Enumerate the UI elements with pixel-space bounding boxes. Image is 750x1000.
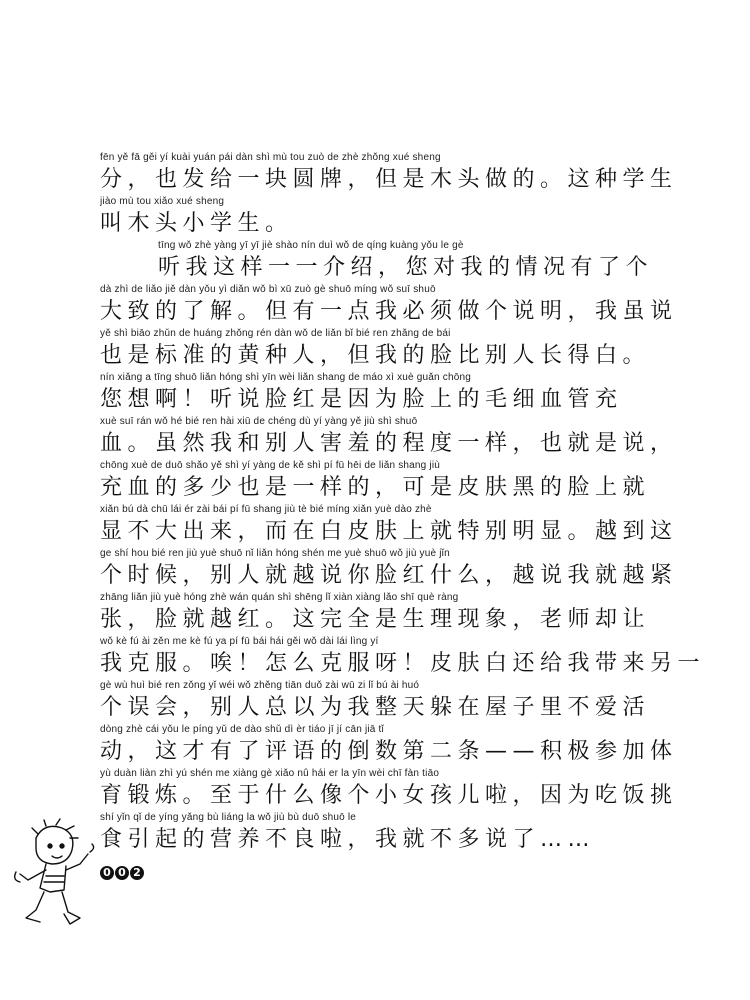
hanzi-row: 个时候，别人就越说你脸红什么，越说我就越紧: [100, 563, 678, 588]
pinyin-row: shí yǐn qǐ de yíng yǎng bù liáng la wǒ jiù bù duō shuō le: [100, 812, 357, 823]
pinyin-row: yù duàn liàn zhì yú shén me xiàng gè xiǎo nǚ hái er la yīn wèi chī fàn tiāo: [100, 768, 440, 779]
page-digit: 2: [130, 866, 144, 880]
text-line: [100, 460, 660, 501]
text-line: [100, 548, 678, 589]
cartoon-boy-illustration: [6, 818, 98, 930]
text-line: [100, 636, 706, 677]
hanzi-row: 显不大出来，而在白皮肤上就特别明显。越到这: [100, 519, 678, 544]
text-line: [100, 372, 660, 413]
pinyin-row: nín xiǎng a tīng shuō liǎn hóng shì yīn wèi liǎn shang de máo xì xuè guǎn chōng: [100, 372, 472, 383]
text-line: [100, 152, 678, 193]
pinyin-row: jiào mù tou xiǎo xué sheng: [100, 196, 225, 207]
text-line: [100, 680, 660, 721]
pinyin-row: chōng xuè de duō shǎo yě shì yí yàng de kě shì pí fū hēi de liǎn shang jiù: [100, 460, 441, 471]
text-line: [100, 240, 660, 281]
page-digit: 0: [100, 866, 114, 880]
text-line: [100, 504, 678, 545]
pinyin-row: ge shí hou bié ren jiù yuè shuō nǐ liǎn hóng shén me yuè shuō wǒ jiù yuè jǐn: [100, 548, 450, 559]
text-line: [100, 416, 678, 457]
pinyin-row: zhāng liǎn jiù yuè hóng zhè wán quán shì shēng lǐ xiàn xiàng lǎo shī què ràng: [100, 592, 459, 603]
pinyin-row: fēn yě fā gěi yí kuài yuán pái dàn shì mù tou zuò de zhè zhǒng xué sheng: [100, 152, 441, 163]
hanzi-row: 听我这样一一介绍，您对我的情况有了个: [158, 255, 654, 280]
text-line: [100, 284, 678, 325]
text-line: [100, 592, 660, 633]
hanzi-row: 也是标准的黄种人，但我的脸比别人长得白。: [100, 343, 651, 368]
hanzi-row: 充血的多少也是一样的，可是皮肤黑的脸上就: [100, 475, 651, 500]
pinyin-row: yě shì biāo zhǔn de huáng zhǒng rén dàn wǒ de liǎn bǐ bié ren zhǎng de bái: [100, 328, 451, 339]
pinyin-row: xiǎn bú dà chū lái ér zài bái pí fū shang jiù tè bié míng xiǎn yuè dào zhè: [100, 504, 432, 515]
hanzi-row: 动，这才有了评语的倒数第二条——积极参加体: [100, 739, 678, 764]
hanzi-row: 我克服。唉！怎么克服呀！皮肤白还给我带来另一: [100, 651, 706, 676]
pinyin-row: dòng zhè cái yǒu le píng yǔ de dào shǔ dì èr tiáo jī jí cān jiā tǐ: [100, 724, 384, 735]
hanzi-row: 血。虽然我和别人害羞的程度一样，也就是说，: [100, 431, 678, 456]
page-digit: 0: [115, 866, 129, 880]
pinyin-row: gè wù huì bié ren zǒng yǐ wéi wǒ zhěng tiān duǒ zài wū zi lǐ bú ài huó: [100, 680, 420, 691]
hanzi-row: 大致的了解。但有一点我必须做个说明，我虽说: [100, 299, 678, 324]
page-number: [100, 866, 144, 880]
pinyin-row: xuè suī rán wǒ hé bié ren hài xiū de chéng dù yí yàng yě jiù shì shuō: [100, 416, 418, 427]
hanzi-row: 育锻炼。至于什么像个小女孩儿啦，因为吃饭挑: [100, 783, 678, 808]
text-line: [100, 328, 660, 369]
text-line: [100, 812, 660, 853]
text-line: [100, 724, 678, 765]
hanzi-row: 个误会，别人总以为我整天躲在屋子里不爱活: [100, 695, 651, 720]
hanzi-row: 张，脸就越红。这完全是生理现象，老师却让: [100, 607, 651, 632]
text-line: [100, 768, 678, 809]
hanzi-row: 食引起的营养不良啦，我就不多说了……: [100, 827, 596, 852]
hanzi-row: 叫木头小学生。: [100, 211, 293, 236]
text-line: [100, 196, 660, 237]
pinyin-row: wǒ kè fú ài zěn me kè fú ya pí fū bái hái gěi wǒ dài lái lìng yí: [100, 636, 379, 647]
hanzi-row: 您想啊！听说脸红是因为脸上的毛细血管充: [100, 387, 623, 412]
pinyin-row: tīng wǒ zhè yàng yī yī jiè shào nín duì wǒ de qíng kuàng yǒu le gè: [158, 240, 464, 251]
hanzi-row: 分，也发给一块圆牌，但是木头做的。这种学生: [100, 167, 678, 192]
pinyin-row: dà zhì de liǎo jiě dàn yǒu yì diǎn wǒ bì xū zuò gè shuō míng wǒ suī shuō: [100, 284, 436, 295]
